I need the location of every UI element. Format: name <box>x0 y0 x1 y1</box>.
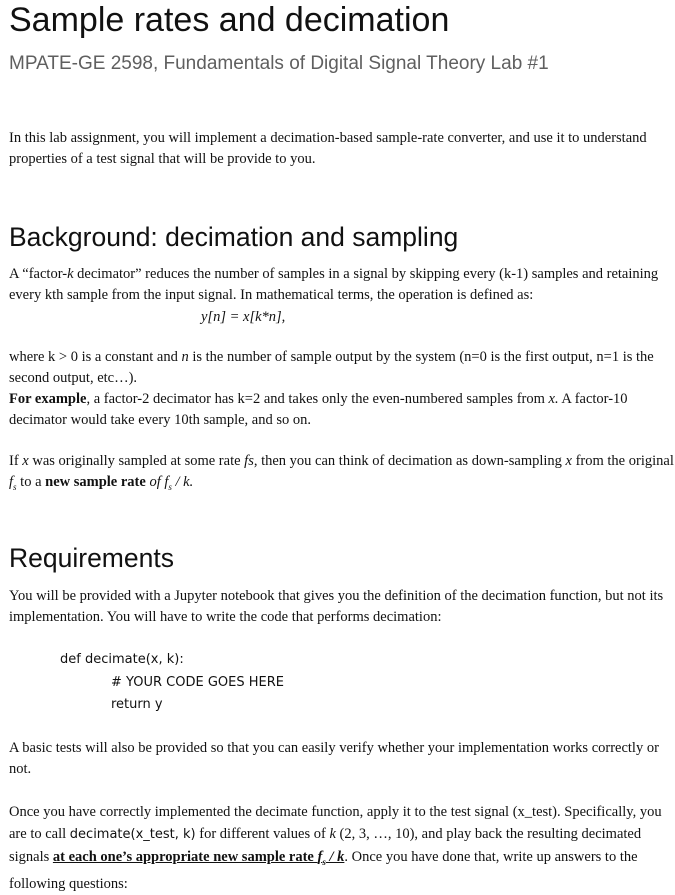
decimator-definition-paragraph: A “factor-k decimator” reduces the number of samples in a signal by skipping every (k-1) samples and retaining every kth sample from the input signal. In mathematical terms, the operation is defined as: <box>9 266 659 303</box>
code-line-comment: # YOUR CODE GOES HERE <box>111 675 284 690</box>
tests-paragraph: A basic tests will also be provided so that you can easily verify whether your implementation works correctly or not. <box>9 740 659 777</box>
sample-rate-paragraph: If x was originally sampled at some rate fs, then you can think of decimation as down-sampling x from the original $f_s$ to a new sample rate of $f_s$ / k. <box>9 453 674 492</box>
intro-paragraph: In this lab assignment, you will implement a decimation-based sample-rate converter, and use it to understand properties of a test signal that will be provide to you. <box>9 130 647 167</box>
page-title: Sample rates and decimation <box>9 1 450 39</box>
example-paragraph: For example, a factor-2 decimator has k=2 and takes only the even-numbered samples from x. A factor-10 decimator would take every 10th sample, and so on. <box>9 391 628 428</box>
code-line-def: def decimate(x, k): <box>60 652 184 667</box>
instructions-paragraph: Once you have correctly implemented the decimate function, apply it to the test signal (x_test). Specifically, you are to call decimate(x_test, k) for different values of k (2, 3, …, 10), and play back the resulting decimated signals at each one’s appropriate new sample rate $f_s$ / k. Once you have done that, write up answers to the following questions: <box>9 804 662 892</box>
requirements-heading: Requirements <box>9 543 174 573</box>
page-subtitle: MPATE-GE 2598, Fundamentals of Digital Signal Theory Lab #1 <box>9 53 549 74</box>
decimation-equation: y[n] = x[k*n], <box>201 309 286 325</box>
background-heading: Background: decimation and sampling <box>9 222 459 252</box>
requirements-paragraph: You will be provided with a Jupyter notebook that gives you the definition of the decimation function, but not its implementation. You will have to write the code that performs decimation: <box>9 588 664 625</box>
code-line-return: return y <box>111 697 163 712</box>
where-paragraph: where k > 0 is a constant and n is the number of sample output by the system (n=0 is the first output, n=1 is the second output, etc…). <box>9 349 654 386</box>
